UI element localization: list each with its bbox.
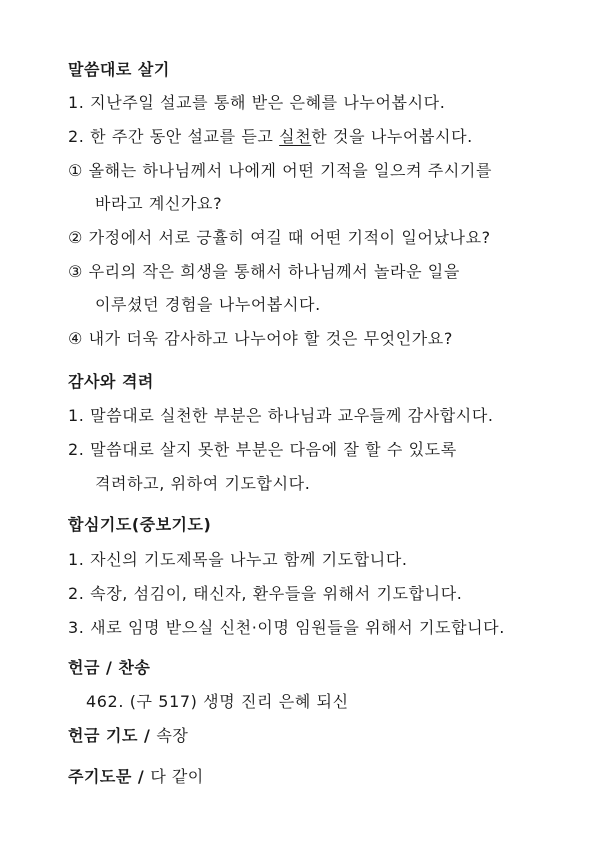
section-title-prayer: 합심기도(중보기도) (68, 515, 212, 534)
living-item-2-pre: 2. 한 주간 동안 설교를 듣고 (68, 127, 280, 146)
question-4: ④ 내가 더욱 감사하고 나누어야 할 것은 무엇인가요? (68, 329, 453, 348)
thanks-item-2-line-2: 격려하고, 위하여 기도합시다. (95, 474, 311, 493)
section-title-thanks: 감사와 격려 (68, 372, 154, 391)
offering-prayer-value: 속장 (156, 726, 189, 745)
offering-prayer-line (68, 723, 188, 746)
living-item-1: 1. 지난주일 설교를 통해 받은 은혜를 나누어봅시다. (68, 93, 446, 112)
section-title-offering-hymn: 헌금 / 찬송 (68, 658, 151, 677)
hymn-line: 462. (구 517) 생명 진리 은혜 되신 (86, 692, 349, 711)
lords-prayer-label: 주기도문 / (68, 767, 151, 786)
prayer-item-3: 3. 새로 임명 받으실 신천·이명 임원들을 위해서 기도합니다. (68, 618, 505, 637)
thanks-item-2-line-1: 2. 말씀대로 살지 못한 부분은 다음에 잘 할 수 있도록 (68, 440, 457, 459)
prayer-item-1: 1. 자신의 기도제목을 나누고 함께 기도합니다. (68, 550, 408, 569)
living-item-2 (68, 124, 473, 147)
lords-prayer-line (68, 764, 204, 787)
section-title-living-by-word: 말씀대로 살기 (68, 60, 170, 79)
thanks-item-1: 1. 말씀대로 실천한 부분은 하나님과 교우들께 감사합시다. (68, 406, 494, 425)
question-3-line-1: ③ 우리의 작은 희생을 통해서 하나님께서 놀라운 일을 (68, 262, 460, 281)
lords-prayer-value: 다 같이 (150, 767, 204, 786)
offering-prayer-label: 헌금 기도 / (68, 726, 157, 745)
question-3-line-2: 이루셨던 경험을 나누어봅시다. (95, 295, 321, 314)
question-2: ② 가정에서 서로 긍휼히 여길 때 어떤 기적이 일어났나요? (68, 228, 491, 247)
prayer-item-2: 2. 속장, 섬김이, 태신자, 환우들을 위해서 기도합니다. (68, 584, 463, 603)
living-item-2-post: 한 것을 나누어봅시다. (311, 127, 473, 146)
question-1-line-2: 바라고 계신가요? (95, 194, 223, 213)
living-item-2-underlined: 실천 (279, 127, 312, 146)
question-1-line-1: ① 올해는 하나님께서 나에게 어떤 기적을 일으켜 주시기를 (68, 161, 493, 180)
